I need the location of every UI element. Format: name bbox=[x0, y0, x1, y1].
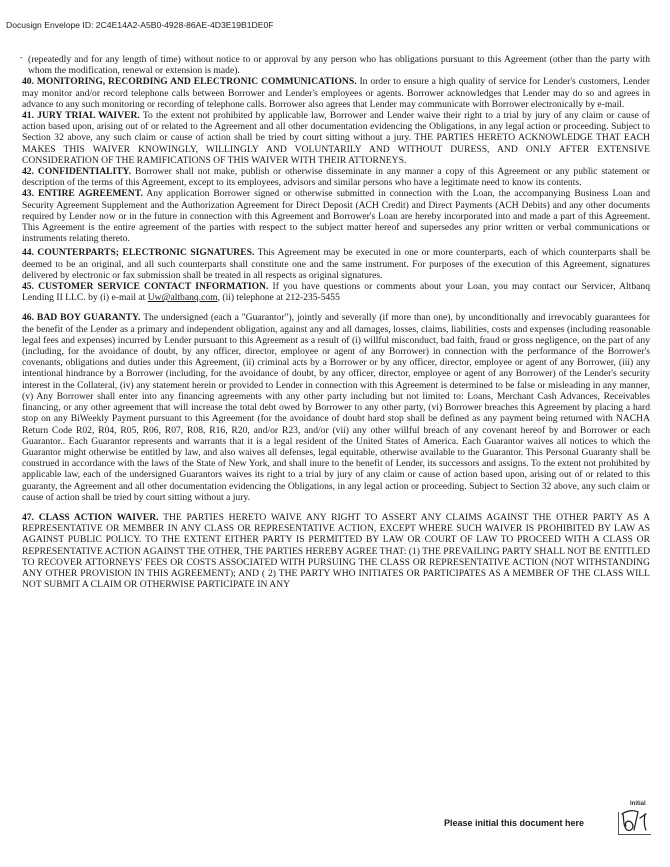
section-text: , (ii) telephone at 212-235-5455 bbox=[217, 292, 340, 304]
section-45 bbox=[22, 281, 650, 303]
section-44 bbox=[22, 247, 650, 281]
section-heading: 45. CUSTOMER SERVICE CONTACT INFORMATION. bbox=[22, 281, 269, 293]
section-41 bbox=[22, 110, 650, 166]
section-heading: 47. CLASS ACTION WAIVER. bbox=[22, 511, 159, 523]
section-heading: 42. CONFIDENTIALITY. bbox=[22, 166, 132, 178]
section-heading: 43. ENTIRE AGREEMENT. bbox=[22, 188, 143, 200]
section-heading: 44. COUNTERPARTS; ELECTRONIC SIGNATURES. bbox=[22, 247, 255, 259]
section-text: If you have questions or comments about your Loan, you may contact our Servicer, Altbanq Lending II LLC. by (i) e-mail at bbox=[22, 281, 650, 304]
agreement-body bbox=[22, 54, 650, 590]
section-43 bbox=[22, 188, 650, 244]
section-42 bbox=[22, 166, 650, 188]
section-40 bbox=[22, 76, 650, 110]
section-heading: 41. JURY TRIAL WAIVER. bbox=[22, 110, 140, 122]
section-text: THE PARTIES HERETO WAIVE ANY RIGHT TO ASSERT ANY CLAIMS AGAINST THE OTHER PARTY AS A REPRESENTATIVE OR MEMBER IN ANY CLASS OR REPRESENTATIVE ACTION, EXCEPT WHERE SUCH WAIVER IS PROHIBITED BY LAW AS AGAINST PUBLIC POLICY. TO THE EXTENT EITHER PARTY IS PERMITTED BY LAW OR COURT OF LAW TO PROCEED WITH A CLASS OR REPRESENTATIVE ACTION AGAINST THE OTHER, THE PARTIES HEREBY AGREE THAT: (1) THE PREVAILING PARTY SHALL NOT BE ENTITLED TO RECOVER ATTORNEYS' FEES OR COSTS ASSOCIATED WITH PURSUING THE CLASS OR REPRESENTATIVE ACTION (NOT WITHSTANDING ANY OTHER PROVISION IN THIS AGREEMENT); AND ( 2) THE PARTY WHO INITIATES OR PARTICIPATES AS A MEMBER OF THE CLASS WILL NOT SUBMIT A CLAIM OR OTHERWISE PARTICIPATE IN ANY bbox=[22, 511, 651, 591]
handwritten-initials bbox=[618, 804, 652, 834]
section-heading: 40. MONITORING, RECORDING AND ELECTRONIC COMMUNICATIONS. bbox=[22, 76, 357, 88]
section-47 bbox=[22, 512, 650, 590]
continued-paragraph: - (repeatedly and for any length of time) without notice to or approval by any person who has obligations pursuant to this Agreement (other than the party with whom the modification, renewal or extension is made). bbox=[22, 54, 650, 76]
section-heading: 46. BAD BOY GUARANTY. bbox=[22, 312, 141, 324]
section-text: In order to ensure a high quality of service for Lender's customers, Lender may monitor and/or record telephone calls between Borrower and Lender's employees or agents. Borrower acknowledges that Lender may do so and agrees in advance to any such monitoring or recording of telephone calls. Borrower also agrees that Lender may communicate with Borrower electronically by e-mail. bbox=[22, 76, 650, 110]
email-link[interactable]: Uw@altbanq.com bbox=[147, 292, 218, 304]
section-text: This Agreement may be executed in one or more counterparts, each of which counterparts shall be deemed to be an original, and all such counterparts shall constitute one and the same instrument. For purposes of the execution of this Agreement, signatures delivered by electronic or fax submission shall be treated in all respects as original signatures. bbox=[22, 247, 650, 281]
section-text: To the extent not prohibited by applicable law, Borrower and Lender waive their right to a trial by jury of any claim or cause of action based upon, arising out of or related to the Agreement and all other documentation evidencing the Obligations, in any legal action or proceeding. Subject to Section 32 above, any such claim or cause of action shall be tried by court sitting without a jury. THE PARTIES HERETO ACKNOWLEDGE THAT EACH MAKES THIS WAIVER KNOWINGLY, WILLINGLY AND VOLUNTARILY AND WITHOUT DURESS, AND ONLY AFTER EXTENSIVE CONSIDERATION OF THE RAMIFICATIONS OF THIS WAIVER WITH THEIR ATTORNEYS. bbox=[22, 110, 650, 166]
envelope-id: Docusign Envelope ID: 2C4E14A2-A5B0-4928-86AE-4D3E19B1DE0F bbox=[6, 20, 274, 30]
section-text: Borrower shall not make, publish or otherwise disseminate in any manner a copy of this Agreement or any public statement or description of the terms of this Agreement, except to its employees, advisors and similar persons who have a legitimate need to know its contents. bbox=[22, 166, 650, 189]
initial-prompt: Please initial this document here bbox=[444, 818, 585, 828]
initial-label: Initial bbox=[630, 801, 646, 807]
section-46 bbox=[22, 312, 650, 502]
initial-footer bbox=[400, 790, 650, 850]
section-text: Any application Borrower signed or otherwise submitted in connection with the Loan, the accompanying Business Loan and Security Agreement Supplement and the Authorization Agreement for Direct Deposit (ACH Credit) and Direct Payments (ACH Debits) and any other documents required by Lender now or in the future in connection with this Agreement and Borrower's Loan are hereby incorporated into and made a part of this Agreement. This Agreement is the entire agreement of the parties with respect to the subject matter hereof and supersedes any prior written or verbal communications or instruments relating thereto. bbox=[22, 188, 650, 245]
section-text: The undersigned (each a "Guarantor"), jointly and severally (if more than one), by unconditionally and irrevocably guarantees for the benefit of the Lender as a primary and independent obligation, against any and all damages, losses, claims, liabilities, costs and expenses (including reasonable legal fees and expenses) incurred by Lender pursuant to this Agreement as a result of (i) willful misconduct, bad faith, fraud or gross negligence, on the part of any (including, for the avoidance of doubt, by any officer, director, employee or agent of any Borrower) in connection with the performance of the Borrower's covenants, obligations and duties under this Agreement, (ii) criminal acts by a Borrower or by any officer, director, employee or agent of any Borrower, (iii) any intentional hindrance by a Borrower (including, for the avoidance of doubt, by any officer, director, employee or agent of any Borrower) of the Lender's security interest in the Collateral, (iv) any statement herein or provided to Lender in connection with this Agreement is determined to be false or misleading in any manner, (v) Any Borrower shall enter into any financing agreements with any other party including but not limited to: Loans, Merchant Cash Advances, Receivables financing, or any other agreement that will increase the total debt owed by Borrower to any other party, (vi) Borrower breaches this Agreement by placing a hard stop on any BiWeekly Payment pursuant to this Agreement (for the avoidance of doubt hard stop shall be defined as any payment being returned with NACHA Return Code R02, R04, R05, R06, R07, R08, R16, R20, and/or R23, and/or (vii) any other willful breach of any covenant hereof by and Borrower or each Guarantor.. Each Guarantor represents and warrants that it is a legal resident of the United States of America. Each Guarantor waives all notices to which the Guarantor might otherwise be entitled by law, and also waives all defenses, legal equitable, otherwise available to the Guarantor. This Personal Guaranty shall be construed in accordance with the laws of the State of New York, and shall inure to the benefit of Lender, its successors and assigns. To the extent not prohibited by applicable law, each of the undersigned Guarantors waives its right to a trial by jury of any claim or cause of action based upon, arising out of or related to this guaranty, the Agreement and all other documentation evidencing the Obligations, in any legal action or proceeding. Subject to Section 32 above, any such claim or cause of action shall be tried by court sitting without a jury. bbox=[22, 312, 650, 503]
